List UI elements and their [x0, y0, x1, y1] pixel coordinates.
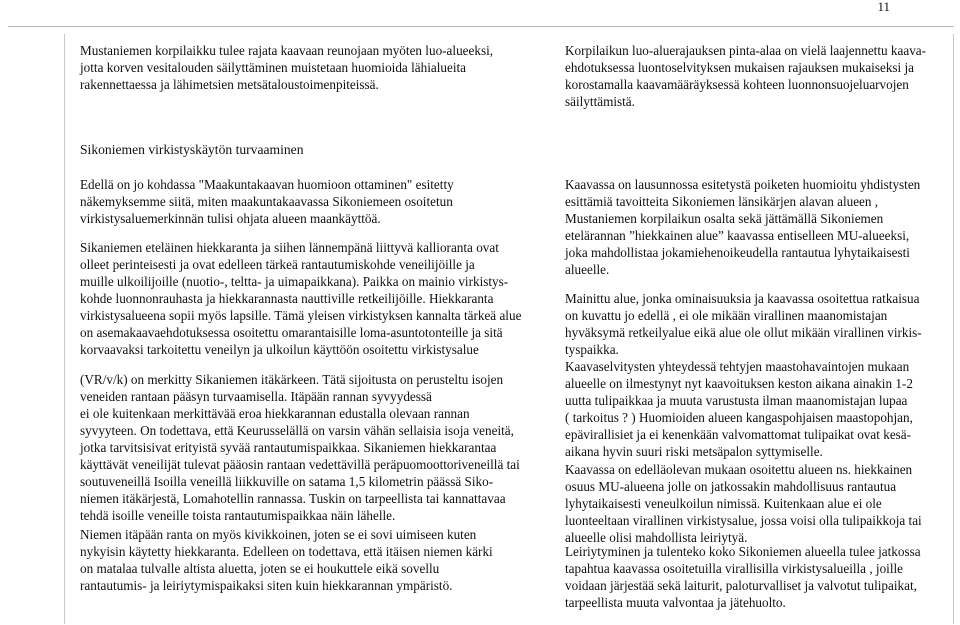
text-line: epävirallisiet ja ei kenenkään valvomattomat tulipaikat ovat kesä- — [565, 427, 912, 442]
text-line: on asemakaavaehdotuksessa osoitettu omarantaisille loma-asuntotonteille ja sitä — [80, 325, 503, 340]
text-line: näkemyksemme siitä, miten maakuntakaavassa Sikoniemeen osoitetun — [80, 194, 453, 209]
text-line: Kaavaselvitysten yhteydessä tehtyjen maastohavaintojen mukaan — [565, 359, 910, 374]
text-line: ehdotuksessa luontoselvityksen mukaisen rajauksen mukaiseksi ja — [565, 60, 915, 75]
text-line: korostamalla kaavamääräyksessä kohteen luonnonsuojeluarvojen — [565, 77, 909, 92]
text-line: kohde luonnonrauhasta ja hiekkarannasta nauttiville retkeilijöille. Hiekkaranta — [80, 291, 494, 306]
left-paragraph-3 — [80, 371, 550, 524]
text-line: osuus MU-alueena jolle on jatkossakin mahdollisuus rantautua — [565, 479, 897, 494]
text-line: ( tarkoitus ? ) Huomioiden alueen kangaspohjaisen maastopohjan, — [565, 410, 913, 425]
text-line: luonteeltaan virallinen virkistysalue, jossa voisi olla tulipaikkoja tai — [565, 513, 922, 528]
text-line: rantautumis- ja leiriytymispaikaksi siten kuin hiekkarannan ympäristö. — [80, 578, 453, 593]
text-line: alueelle on ilmestynyt nyt kaavoituksen keston aikana ainakin 1-2 — [565, 376, 913, 391]
text-line: on kuvattu jo edellä , ei ole mikään virallinen maanomistajan — [565, 308, 888, 323]
text-line: aikana hyvin suuri riski metsäpalon syttymiselle. — [565, 444, 823, 459]
text-line: Mustaniemen korpilaikku tulee rajata kaavaan reunojaan myöten luo-alueeksi, — [80, 43, 494, 58]
text-line: muille ulkoilijoille (nuotio-, teltta- ja uimapaikkana). Paikka on mainio virkistys- — [80, 274, 509, 289]
text-line: syvyyteen. On todettava, että Keurusselällä on varsin vähän sellaisia isoja veneitä, — [80, 423, 514, 438]
text-line: voidaan järjestää sekä laiturit, paloturvalliset ja valvotut tulipaikat, — [565, 578, 917, 593]
text-line: lyhytaikaisesti veneulkoilun nimissä. Kuitenkaan alue ei ole — [565, 496, 882, 511]
text-line: tyspaikka. — [565, 342, 619, 357]
text-line: alueelle olisi mahdollista leiriytyä. — [565, 530, 748, 545]
text-line: käyttävät veneilijät tulevat pääosin rantaan vedettävillä peräpuomoottoriveneillä tai — [80, 457, 520, 472]
text-line: jotta korven vesitalouden säilyttäminen muistetaan huomioida lähialueita — [80, 60, 466, 75]
text-line: tapahtua kaavassa osoitetuilla virallisilla virkistysalueilla , joille — [565, 561, 904, 576]
text-line: jotka tarvitsisivat erityistä syvää rantautumispaikkaa. Sikaniemen hiekkarantaa — [80, 440, 497, 455]
text-line: etelärannan ”hiekkainen alue” kaavassa entiselleen MU-alueeksi, — [565, 228, 910, 243]
text-line: Mainittu alue, jonka ominaisuuksia ja kaavassa osoitettua ratkaisua — [565, 291, 920, 306]
text-line: Kaavassa on edelläolevan mukaan osoitettu alueen ns. hiekkainen — [565, 462, 913, 477]
text-line: Mustaniemen korpilaikun osalta sekä jättämällä Sikoniemen — [565, 211, 884, 226]
text-line: hyväksymä retkeilyalue eikä alue ole ollut mikään virallinen virkis- — [565, 325, 922, 340]
text-line: Korpilaikun luo-aluerajauksen pinta-alaa on vielä laajennettu kaava- — [565, 43, 927, 58]
note-top-left — [80, 42, 520, 93]
response-top-right — [565, 42, 945, 110]
text-line: soutuveneillä Isoilla veneillä liikkuville on satama 1,5 kilometrin päässä Siko- — [80, 474, 494, 489]
text-line: virkistysalueena sopii myös lapsille. Tämä yleisen virkistyksen kannalta tärkeä alue — [80, 308, 522, 323]
text-line: Kaavassa on lausunnossa esitetystä poiketen huomioitu yhdistysten — [565, 177, 921, 192]
text-line: korvaavaksi tarkoitettu veneilyn ja ulkoilun käyttöön osoitettu virkistysalue — [80, 342, 479, 357]
text-line: säilyttämistä. — [565, 94, 635, 109]
right-paragraph-1 — [565, 176, 945, 278]
left-paragraph-4 — [80, 526, 550, 594]
text-line: tehdä isoille veneille toista rantautumispaikkaa näin lähelle. — [80, 508, 396, 523]
text-line: virkistysaluemerkinnän tulisi ohjata alueen maankäyttöä. — [80, 211, 381, 226]
text-line: olleet perinteisesti ja ovat edelleen tärkeä rantautumiskohde veneilijöille ja — [80, 257, 475, 272]
right-paragraph-3 — [565, 461, 945, 546]
left-paragraph-2 — [80, 239, 550, 358]
text-line: Leiriytyminen ja tulenteko koko Sikoniemen alueella tulee jatkossa — [565, 544, 921, 559]
text-line: Niemen itäpään ranta on myös kivikkoinen, joten se ei sovi uimiseen kuten — [80, 527, 477, 542]
header-rule — [8, 26, 954, 27]
left-paragraph-1 — [80, 176, 540, 227]
text-line: esittämiä tavoitteita Sikoniemen länsikärjen alavan alueen , — [565, 194, 879, 209]
text-line: joka mahdollistaa jokamiehenoikeudella rantautua lyhytaikaisesti — [565, 245, 910, 260]
text-line: on matalaa tulvalle altista aluetta, joten se ei houkuttele eikä sovellu — [80, 561, 440, 576]
right-paragraph-4 — [565, 543, 945, 611]
text-line: Edellä on jo kohdassa "Maakuntakaavan huomioon ottaminen" esitetty — [80, 177, 454, 192]
text-line: alueelle. — [565, 262, 610, 277]
text-line: rakennettaessa ja lähimetsien metsätaloustoimenpiteissä. — [80, 77, 379, 92]
right-paragraph-2 — [565, 290, 945, 460]
text-line: uutta tulipaikkaa ja muuta varustusta ilman maanomistajan lupaa — [565, 393, 908, 408]
text-line: (VR/v/k) on merkitty Sikaniemen itäkärkeen. Tätä sijoitusta on perusteltu isojen — [80, 372, 504, 387]
text-line: nykyisin käytetty hiekkaranta. Edelleen on todettava, että itäisen niemen kärki — [80, 544, 493, 559]
section-heading: Sikoniemen virkistyskäytön turvaaminen — [80, 142, 304, 157]
text-line: tarpeellista muuta valvontaa ja jätehuolto. — [565, 595, 786, 610]
text-line: niemen itäkärjestä, Lomahotellin rannassa. Tuskin on tarpeellista tai kannattavaa — [80, 491, 506, 506]
text-line: Sikaniemen eteläinen hiekkaranta ja siihen lännempänä liittyvä kallioranta ovat — [80, 240, 499, 255]
page-number: 11 — [877, 0, 890, 14]
text-line: ei ole kuitenkaan merkittävää eroa hiekkarannan edustalla olevaan rannan — [80, 406, 470, 421]
text-line: veneiden rantaan pääsyn turvaamisella. Itäpään rannan syvyydessä — [80, 389, 432, 404]
